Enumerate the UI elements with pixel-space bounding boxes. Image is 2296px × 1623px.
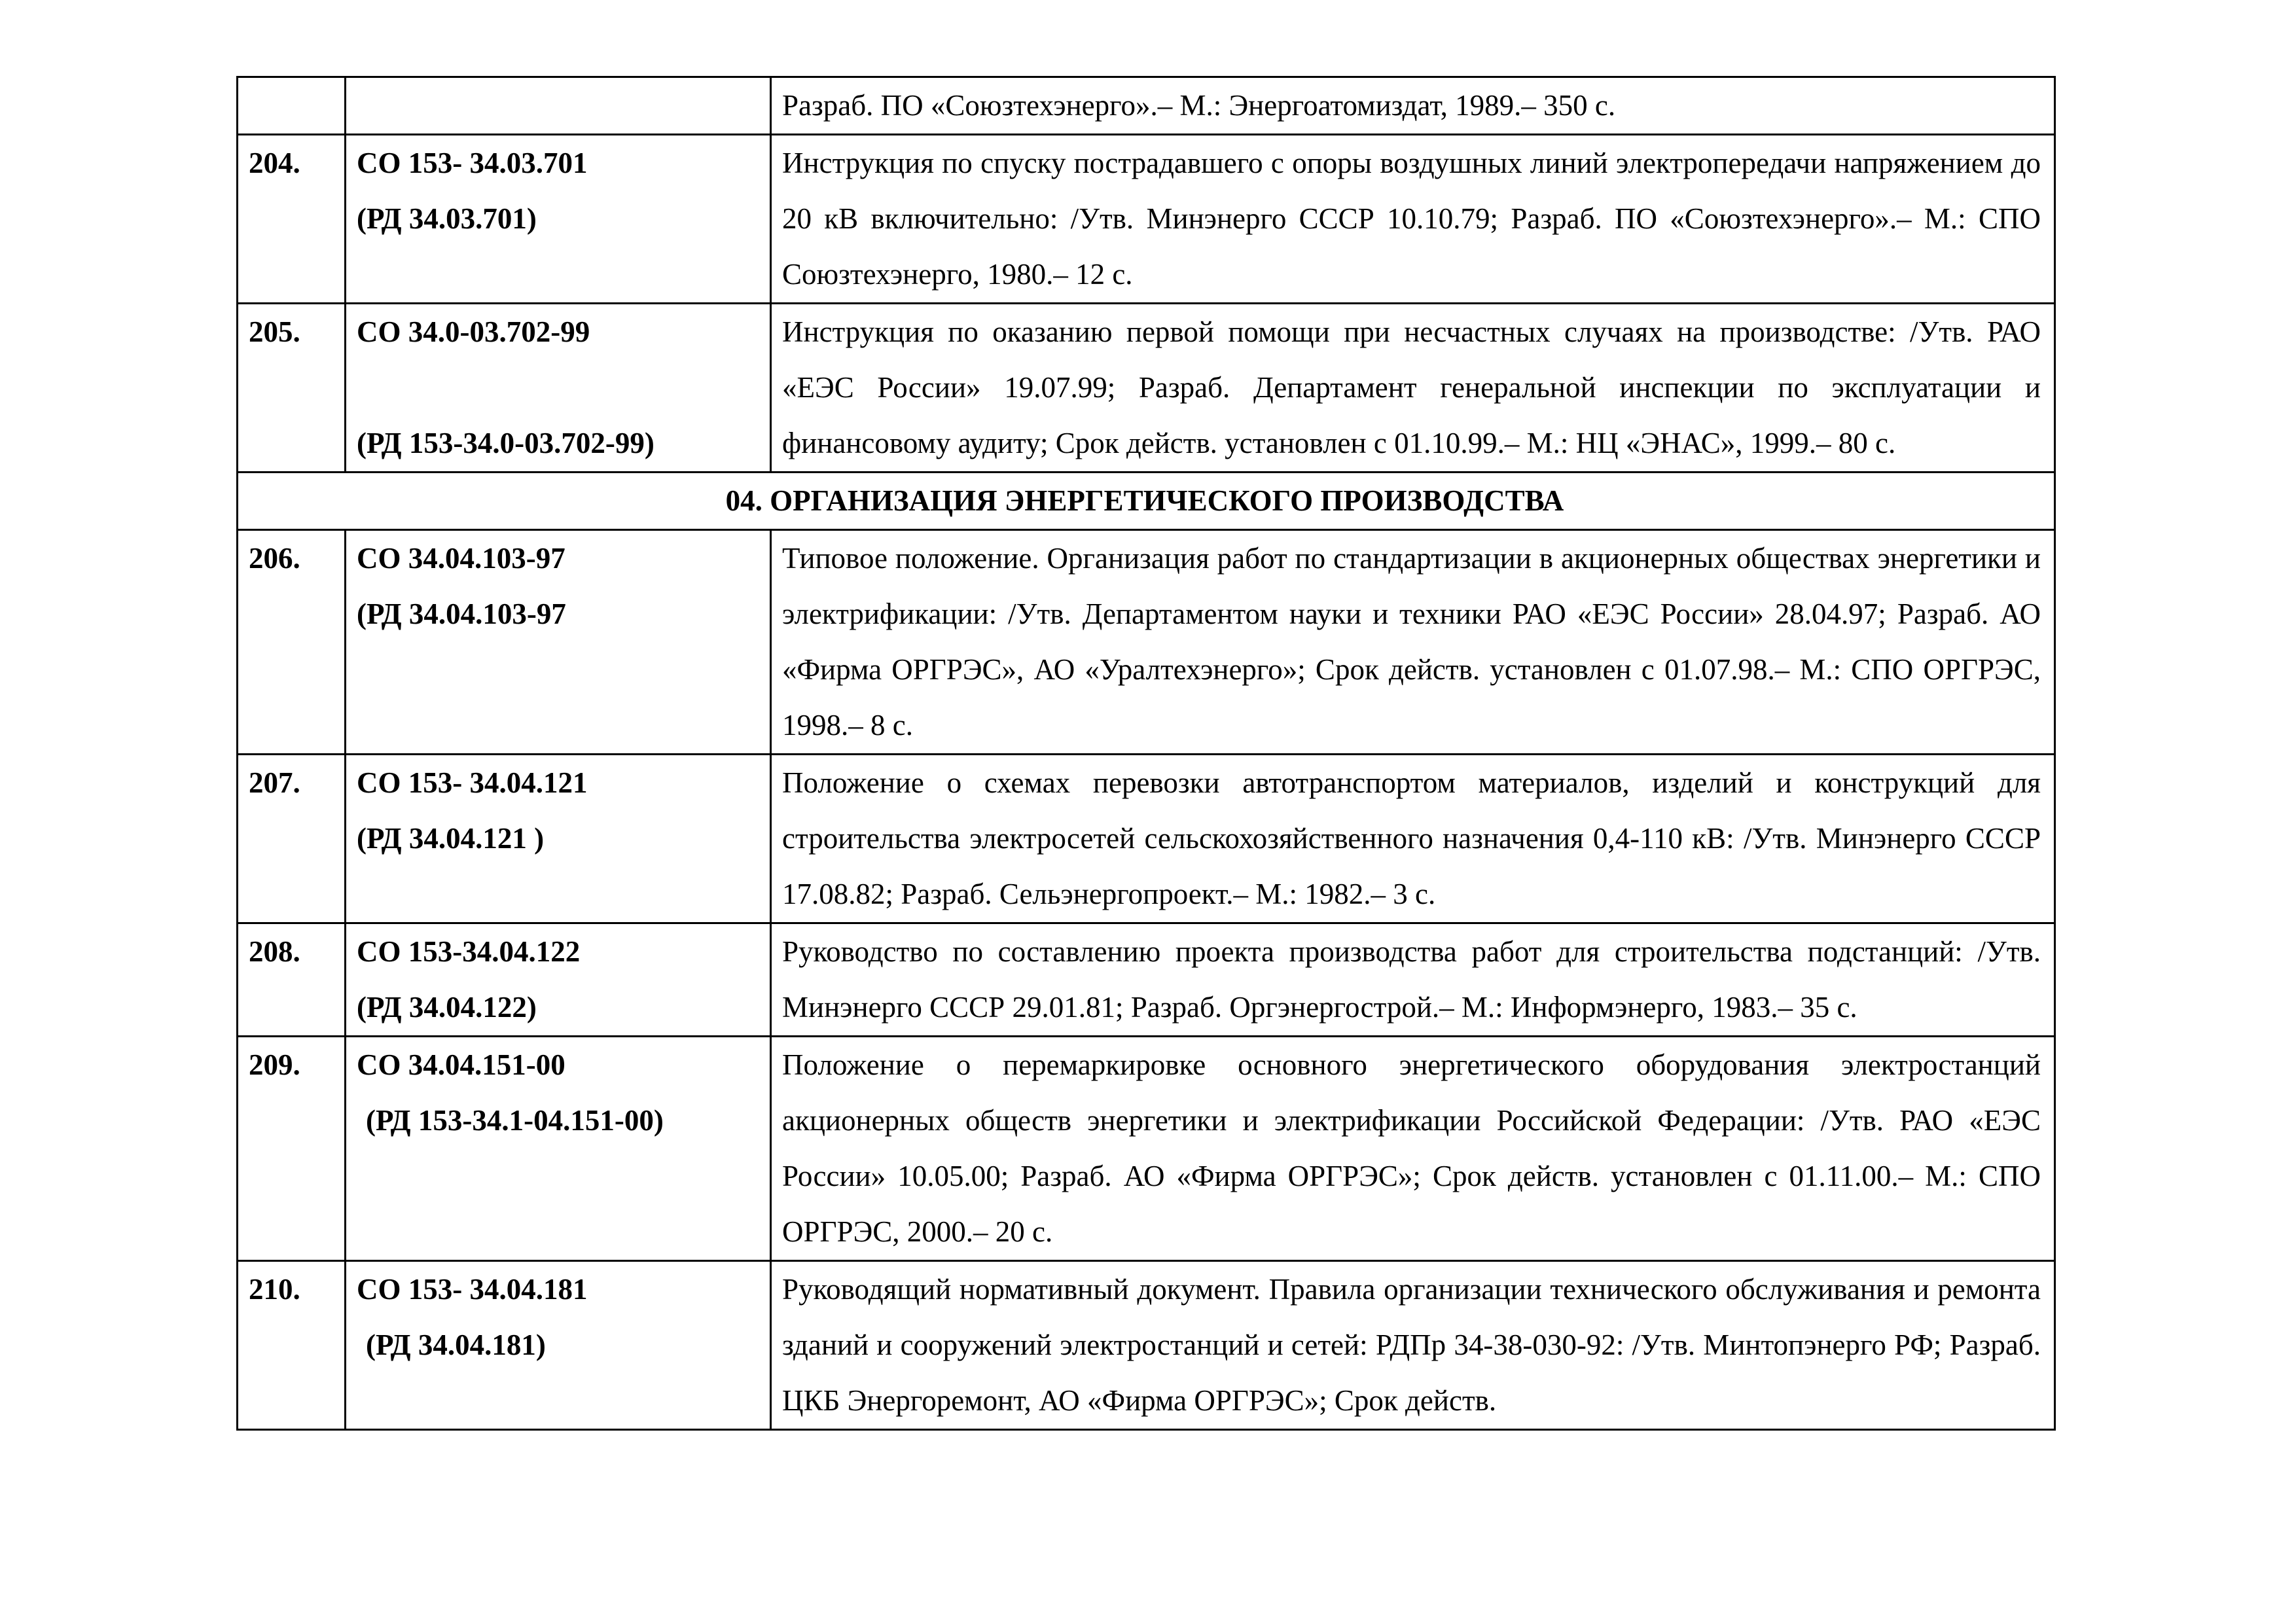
document-code-alt: (РД 34.04.122) [357,991,537,1024]
row-number: 210. [238,1261,346,1430]
document-code: СО 153- 34.04.121 [357,766,588,799]
table-row [238,1037,2055,1261]
row-number: 204. [238,135,346,304]
document-description: Инструкция по спуску пострадавшего с опоры воздушных линий электропередачи напряжением до 20 кВ включительно: /Утв. Минэнерго СССР 10.10.79; Разраб. ПО «Союзтехэнерго».– М.: СПО Союзтехэнерго, 1980.– 12 с. [771,135,2055,304]
table-row [238,304,2055,473]
row-number [238,77,346,135]
standards-table [236,76,2056,1431]
table-row [238,135,2055,304]
document-code-cell [346,77,771,135]
document-code-cell [346,304,771,473]
document-description: Положение о перемаркировке основного энергетического оборудования электростанций акционерных обществ энергетики и электрификации Российской Федерации: /Утв. РАО «ЕЭС России» 10.05.00; Разраб. АО «Фирма ОРГРЭС»; Срок действ. установлен с 01.11.00.– М.: СПО ОРГРЭС, 2000.– 20 с. [771,1037,2055,1261]
row-number: 208. [238,923,346,1037]
document-description: Положение о схемах перевозки автотранспортом материалов, изделий и конструкций для строительства электросетей сельскохозяйственного назначения 0,4-110 кВ: /Утв. Минэнерго СССР 17.08.82; Разраб. Сельэнергопроект.– М.: 1982.– 3 с. [771,755,2055,923]
table-row [238,923,2055,1037]
document-code-alt: (РД 153-34.0-03.702-99) [357,427,655,459]
row-number: 207. [238,755,346,923]
document-code-cell [346,1037,771,1261]
document-code-cell [346,755,771,923]
section-heading: 04. ОРГАНИЗАЦИЯ ЭНЕРГЕТИЧЕСКОГО ПРОИЗВОДСТВА [238,473,2055,530]
document-description: Типовое положение. Организация работ по стандартизации в акционерных обществах энергетики и электрификации: /Утв. Департаментом науки и техники РАО «ЕЭС России» 28.04.97; Разраб. АО «Фирма ОРГРЭС», АО «Уралтехэнерго»; Срок действ. установлен с 01.07.98.– М.: СПО ОРГРЭС, 1998.– 8 с. [771,530,2055,755]
document-code-cell [346,923,771,1037]
document-code: СО 153- 34.03.701 [357,147,588,179]
document-code-cell [346,135,771,304]
document-code-cell [346,530,771,755]
document-description: Инструкция по оказанию первой помощи при несчастных случаях на производстве: /Утв. РАО «ЕЭС России» 19.07.99; Разраб. Департамент генеральной инспекции по эксплуатации и финансовому аудиту; Срок действ. установлен с 01.10.99.– М.: НЦ «ЭНАС», 1999.– 80 с. [771,304,2055,473]
table-row [238,1261,2055,1430]
row-number: 209. [238,1037,346,1261]
document-code: СО 34.04.151-00 [357,1048,565,1081]
row-number: 205. [238,304,346,473]
document-code-alt: (РД 34.04.181) [366,1329,546,1361]
document-code-alt: (РД 34.04.103-97 [357,597,566,630]
document-description: Руководящий нормативный документ. Правила организации технического обслуживания и ремонта зданий и сооружений электростанций и сетей: РДПр 34-38-030-92: /Утв. Минтопэнерго РФ; Разраб. ЦКБ Энергоремонт, АО «Фирма ОРГРЭС»; Срок действ. [771,1261,2055,1430]
document-code: СО 34.0-03.702-99 [357,315,590,348]
spacer [357,360,757,416]
document-description: Разраб. ПО «Союзтехэнерго».– М.: Энергоатомиздат, 1989.– 350 с. [771,77,2055,135]
document-code: СО 34.04.103-97 [357,542,565,575]
table-row [238,755,2055,923]
table-row [238,77,2055,135]
table-row [238,530,2055,755]
section-header-row [238,473,2055,530]
document-code: СО 153- 34.04.181 [357,1273,588,1306]
document-description: Руководство по составлению проекта производства работ для строительства подстанций: /Утв. Минэнерго СССР 29.01.81; Разраб. Оргэнергострой.– М.: Информэнерго, 1983.– 35 с. [771,923,2055,1037]
document-code-alt: (РД 34.04.121 ) [357,822,545,855]
document-code-cell [346,1261,771,1430]
row-number: 206. [238,530,346,755]
document-code-alt: (РД 34.03.701) [357,202,537,235]
document-code-alt: (РД 153-34.1-04.151-00) [366,1104,664,1137]
document-code: СО 153-34.04.122 [357,935,581,968]
